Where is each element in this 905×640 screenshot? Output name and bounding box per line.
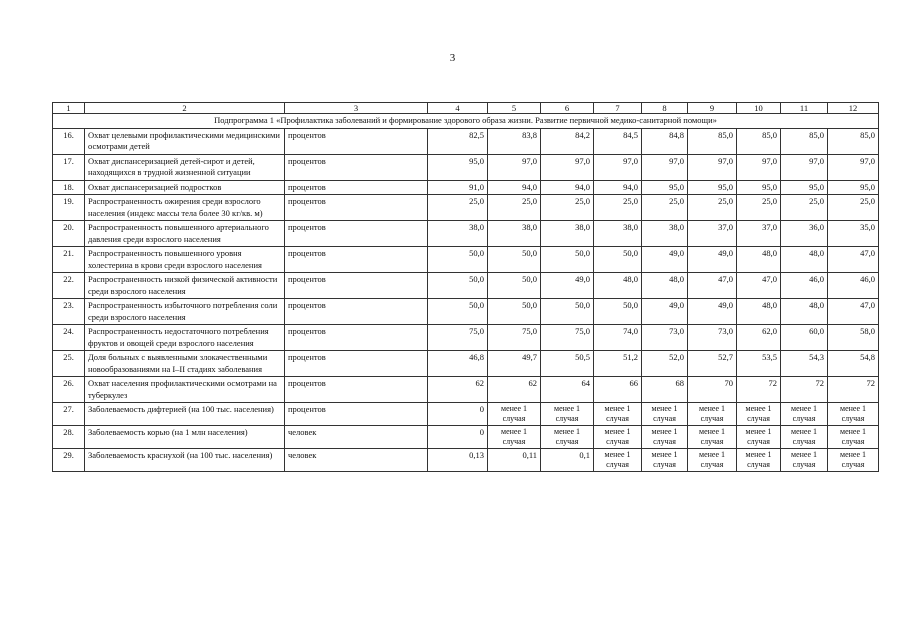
indicator-name: Охват диспансеризацией подростков [85, 180, 285, 195]
value-cell: 82,5 [428, 128, 488, 154]
row-number: 21. [53, 247, 85, 273]
value-cell: менее 1 случая [737, 403, 781, 426]
unit-cell: процентов [285, 377, 428, 403]
unit-cell: процентов [285, 247, 428, 273]
value-cell: 50,0 [594, 299, 642, 325]
value-cell: 25,0 [541, 195, 594, 221]
indicator-name: Доля больных с выявленными злокачественными новообразованиями на I–II стадиях заболевания [85, 351, 285, 377]
value-cell: 37,0 [688, 221, 737, 247]
value-cell: 50,0 [541, 247, 594, 273]
indicator-name: Распространенность избыточного потребления соли среди взрослого населения [85, 299, 285, 325]
unit-cell: человек [285, 449, 428, 472]
value-cell: менее 1 случая [737, 426, 781, 449]
unit-cell: человек [285, 426, 428, 449]
value-cell: менее 1 случая [688, 449, 737, 472]
table-row [53, 403, 879, 426]
value-cell: менее 1 случая [828, 426, 879, 449]
value-cell: 84,5 [594, 128, 642, 154]
value-cell: 97,0 [594, 154, 642, 180]
indicator-name: Охват целевыми профилактическими медицинскими осмотрами детей [85, 128, 285, 154]
value-cell: 50,0 [594, 247, 642, 273]
value-cell: 49,7 [488, 351, 541, 377]
indicator-name: Охват населения профилактическими осмотрами на туберкулез [85, 377, 285, 403]
value-cell: 95,0 [737, 180, 781, 195]
value-cell: 50,0 [541, 299, 594, 325]
value-cell: 94,0 [594, 180, 642, 195]
value-cell: 94,0 [488, 180, 541, 195]
value-cell: 95,0 [688, 180, 737, 195]
value-cell: 0,13 [428, 449, 488, 472]
value-cell: 49,0 [642, 247, 688, 273]
value-cell: 85,0 [828, 128, 879, 154]
value-cell: 97,0 [688, 154, 737, 180]
value-cell: менее 1 случая [541, 426, 594, 449]
row-number: 22. [53, 273, 85, 299]
value-cell: 50,0 [428, 247, 488, 273]
row-number: 17. [53, 154, 85, 180]
value-cell: 0,11 [488, 449, 541, 472]
value-cell: 97,0 [642, 154, 688, 180]
table-row [53, 325, 879, 351]
row-number: 25. [53, 351, 85, 377]
value-cell: 52,7 [688, 351, 737, 377]
value-cell: 25,0 [428, 195, 488, 221]
value-cell: 97,0 [781, 154, 828, 180]
indicator-name: Распространенность повышенного артериального давления среди взрослого населения [85, 221, 285, 247]
value-cell: 25,0 [594, 195, 642, 221]
value-cell: 72 [781, 377, 828, 403]
subprogram-row [53, 114, 879, 129]
indicators-table [52, 102, 879, 472]
header-cell: 1 [53, 103, 85, 114]
value-cell: 75,0 [428, 325, 488, 351]
value-cell: 70 [688, 377, 737, 403]
row-number: 29. [53, 449, 85, 472]
header-cell: 8 [642, 103, 688, 114]
value-cell: 97,0 [541, 154, 594, 180]
value-cell: менее 1 случая [642, 403, 688, 426]
indicator-name: Распространенность повышенного уровня холестерина в крови среди взрослого населения [85, 247, 285, 273]
value-cell: 97,0 [828, 154, 879, 180]
value-cell: 97,0 [737, 154, 781, 180]
value-cell: 73,0 [642, 325, 688, 351]
header-cell: 12 [828, 103, 879, 114]
value-cell: 62 [488, 377, 541, 403]
table-row [53, 128, 879, 154]
indicator-name: Заболеваемость корью (на 1 млн населения) [85, 426, 285, 449]
value-cell: 36,0 [781, 221, 828, 247]
value-cell: 47,0 [828, 299, 879, 325]
value-cell: менее 1 случая [488, 426, 541, 449]
value-cell: 47,0 [828, 247, 879, 273]
value-cell: 91,0 [428, 180, 488, 195]
value-cell: 47,0 [688, 273, 737, 299]
value-cell: 0,1 [541, 449, 594, 472]
value-cell: 50,0 [488, 299, 541, 325]
value-cell: 25,0 [828, 195, 879, 221]
value-cell: 0 [428, 426, 488, 449]
row-number: 20. [53, 221, 85, 247]
value-cell: менее 1 случая [737, 449, 781, 472]
row-number: 23. [53, 299, 85, 325]
value-cell: 38,0 [642, 221, 688, 247]
table-row [53, 195, 879, 221]
value-cell: 58,0 [828, 325, 879, 351]
indicator-name: Распространенность недостаточного потребления фруктов и овощей среди взрослого населения [85, 325, 285, 351]
value-cell: 85,0 [781, 128, 828, 154]
unit-cell: процентов [285, 325, 428, 351]
value-cell: 95,0 [642, 180, 688, 195]
header-cell: 5 [488, 103, 541, 114]
value-cell: 50,5 [541, 351, 594, 377]
value-cell: 25,0 [488, 195, 541, 221]
table-row [53, 154, 879, 180]
indicator-name: Заболеваемость дифтерией (на 100 тыс. населения) [85, 403, 285, 426]
value-cell: 51,2 [594, 351, 642, 377]
unit-cell: процентов [285, 195, 428, 221]
indicator-name: Распространенность низкой физической активности среди взрослого населения [85, 273, 285, 299]
value-cell: менее 1 случая [594, 403, 642, 426]
value-cell: 35,0 [828, 221, 879, 247]
table-row [53, 299, 879, 325]
value-cell: менее 1 случая [688, 403, 737, 426]
value-cell: менее 1 случая [541, 403, 594, 426]
table-row [53, 426, 879, 449]
value-cell: 46,8 [428, 351, 488, 377]
value-cell: 50,0 [428, 299, 488, 325]
value-cell: 48,0 [737, 247, 781, 273]
table-row [53, 273, 879, 299]
value-cell: 75,0 [541, 325, 594, 351]
value-cell: 60,0 [781, 325, 828, 351]
value-cell: 84,8 [642, 128, 688, 154]
row-number: 18. [53, 180, 85, 195]
value-cell: 85,0 [737, 128, 781, 154]
header-cell: 4 [428, 103, 488, 114]
value-cell: 50,0 [488, 273, 541, 299]
value-cell: 53,5 [737, 351, 781, 377]
value-cell: менее 1 случая [781, 426, 828, 449]
value-cell: 49,0 [688, 247, 737, 273]
value-cell: 95,0 [781, 180, 828, 195]
table-row [53, 449, 879, 472]
row-number: 16. [53, 128, 85, 154]
value-cell: 38,0 [541, 221, 594, 247]
value-cell: 62 [428, 377, 488, 403]
value-cell: 54,3 [781, 351, 828, 377]
unit-cell: процентов [285, 221, 428, 247]
header-cell: 7 [594, 103, 642, 114]
value-cell: 74,0 [594, 325, 642, 351]
value-cell: 52,0 [642, 351, 688, 377]
value-cell: 48,0 [642, 273, 688, 299]
value-cell: менее 1 случая [828, 403, 879, 426]
subprogram-title: Подпрограмма 1 «Профилактика заболеваний и формирование здорового образа жизни. Развитие первичной медико-санитарной помощи» [53, 114, 879, 129]
header-cell: 11 [781, 103, 828, 114]
value-cell: менее 1 случая [642, 426, 688, 449]
value-cell: 49,0 [541, 273, 594, 299]
table-row [53, 180, 879, 195]
value-cell: менее 1 случая [688, 426, 737, 449]
value-cell: 38,0 [594, 221, 642, 247]
value-cell: 66 [594, 377, 642, 403]
value-cell: 25,0 [642, 195, 688, 221]
unit-cell: процентов [285, 273, 428, 299]
value-cell: 75,0 [488, 325, 541, 351]
indicator-name: Заболеваемость краснухой (на 100 тыс. населения) [85, 449, 285, 472]
header-cell: 6 [541, 103, 594, 114]
value-cell: 48,0 [781, 299, 828, 325]
row-number: 26. [53, 377, 85, 403]
table-row [53, 221, 879, 247]
value-cell: 46,0 [781, 273, 828, 299]
value-cell: 68 [642, 377, 688, 403]
header-cell: 9 [688, 103, 737, 114]
unit-cell: процентов [285, 403, 428, 426]
value-cell: 73,0 [688, 325, 737, 351]
value-cell: 95,0 [828, 180, 879, 195]
header-cell: 10 [737, 103, 781, 114]
row-number: 24. [53, 325, 85, 351]
value-cell: 49,0 [642, 299, 688, 325]
unit-cell: процентов [285, 299, 428, 325]
unit-cell: процентов [285, 128, 428, 154]
header-cell: 2 [85, 103, 285, 114]
unit-cell: процентов [285, 154, 428, 180]
unit-cell: процентов [285, 180, 428, 195]
value-cell: 94,0 [541, 180, 594, 195]
value-cell: 48,0 [781, 247, 828, 273]
unit-cell: процентов [285, 351, 428, 377]
value-cell: 37,0 [737, 221, 781, 247]
value-cell: 48,0 [594, 273, 642, 299]
value-cell: 95,0 [428, 154, 488, 180]
row-number: 19. [53, 195, 85, 221]
column-number-row [53, 103, 879, 114]
value-cell: менее 1 случая [488, 403, 541, 426]
row-number: 27. [53, 403, 85, 426]
value-cell: менее 1 случая [781, 449, 828, 472]
header-cell: 3 [285, 103, 428, 114]
value-cell: 49,0 [688, 299, 737, 325]
value-cell: 38,0 [488, 221, 541, 247]
table-row [53, 377, 879, 403]
value-cell: 48,0 [737, 299, 781, 325]
row-number: 28. [53, 426, 85, 449]
value-cell: 50,0 [488, 247, 541, 273]
value-cell: 83,8 [488, 128, 541, 154]
value-cell: 50,0 [428, 273, 488, 299]
value-cell: 84,2 [541, 128, 594, 154]
value-cell: 47,0 [737, 273, 781, 299]
value-cell: 64 [541, 377, 594, 403]
value-cell: менее 1 случая [781, 403, 828, 426]
value-cell: 97,0 [488, 154, 541, 180]
indicator-name: Охват диспансеризацией детей-сирот и детей, находящихся в трудной жизненной ситуации [85, 154, 285, 180]
value-cell: 38,0 [428, 221, 488, 247]
value-cell: 54,8 [828, 351, 879, 377]
value-cell: менее 1 случая [594, 449, 642, 472]
value-cell: 46,0 [828, 273, 879, 299]
indicator-name: Распространенность ожирения среди взрослого населения (индекс массы тела более 30 кг/кв. м) [85, 195, 285, 221]
page-number: 3 [449, 52, 456, 64]
value-cell: менее 1 случая [594, 426, 642, 449]
value-cell: 85,0 [688, 128, 737, 154]
table-row [53, 351, 879, 377]
value-cell: менее 1 случая [828, 449, 879, 472]
value-cell: 0 [428, 403, 488, 426]
value-cell: 72 [828, 377, 879, 403]
value-cell: 72 [737, 377, 781, 403]
value-cell: 25,0 [737, 195, 781, 221]
value-cell: 62,0 [737, 325, 781, 351]
value-cell: менее 1 случая [642, 449, 688, 472]
value-cell: 25,0 [688, 195, 737, 221]
table-row [53, 247, 879, 273]
value-cell: 25,0 [781, 195, 828, 221]
